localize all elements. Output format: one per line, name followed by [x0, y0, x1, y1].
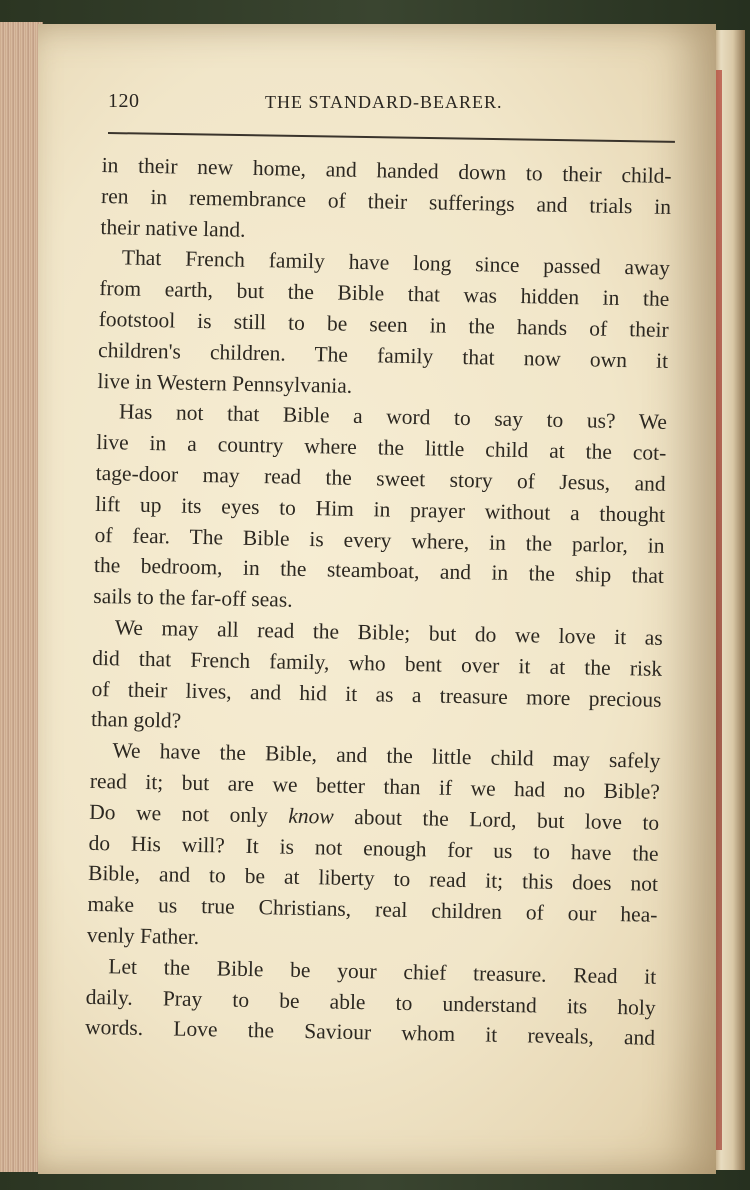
text-line: Let the Bible be your chief treasure. Read it	[108, 953, 657, 989]
text-line: words. Love the Saviour whom it reveals, and	[84, 1015, 656, 1051]
text-line: That French family have long since passed away	[121, 245, 671, 281]
text-line: from earth, but the Bible that was hidden in the	[99, 276, 670, 312]
page-edges	[0, 22, 43, 1172]
text-line: of their lives, and hid it as a treasure more precious	[91, 676, 662, 712]
page-body	[85, 150, 672, 1054]
text-line: live in a country where the little child at the cot-	[96, 430, 667, 466]
page-number: 120	[108, 90, 140, 112]
text-line: ren in remembrance of their sufferings and trials in	[100, 183, 672, 219]
text-line: do His will? It is not enough for us to have the	[88, 830, 659, 866]
text-line: venly Father.	[86, 922, 200, 949]
text-line: in their new home, and handed down to their child-	[101, 152, 672, 188]
running-head	[60, 84, 660, 128]
text-line: children's children. The family that now own it	[97, 337, 669, 373]
paragraph-2	[97, 242, 670, 407]
text-line: We may all read the Bible; but do we love it as	[114, 615, 663, 650]
text-line: their native land.	[100, 214, 246, 242]
text-line: make us true Christians, real children of our hea-	[87, 891, 658, 927]
text-line: read it; but are we better than if we had no Bible?	[89, 768, 661, 804]
italic-emphasis: know	[288, 803, 334, 829]
text-line: than gold?	[90, 707, 182, 733]
paragraph-6	[85, 951, 657, 1054]
text-line: Has not that Bible a word to say to us? We	[118, 399, 668, 435]
text-line: of fear. The Bible is every where, in the parlor, in	[94, 522, 665, 558]
text-line: lift up its eyes to Him in prayer without a thought	[94, 491, 666, 527]
text-line: did that French family, who bent over it at the risk	[92, 645, 663, 681]
text-line: live in Western Pennsylvania.	[97, 368, 353, 398]
text-line: We have the Bible, and the little child may safely	[112, 738, 661, 773]
text-fragment: about the Lord, but love to	[333, 804, 660, 835]
text-line: tage-door may read the sweet story of Jesus, and	[95, 460, 666, 496]
paragraph-1	[100, 150, 672, 253]
spine-ribbon	[716, 70, 722, 1150]
text-line: footstool is still to be seen in the hands of their	[98, 306, 669, 342]
text-fragment: Do we not only	[89, 799, 289, 828]
text-line: Bible, and to be at liberty to read it; this does not	[87, 861, 659, 897]
book-title: THE STANDARD-BEARER.	[265, 92, 503, 112]
paragraph-3	[93, 396, 667, 622]
text-line: daily. Pray to be able to understand its holy	[85, 984, 656, 1020]
text-line: sails to the far-off seas.	[93, 584, 293, 612]
paragraph-5	[87, 735, 661, 961]
paragraph-4	[91, 612, 663, 746]
text-line: the bedroom, in the steamboat, and in the ship that	[93, 553, 665, 589]
